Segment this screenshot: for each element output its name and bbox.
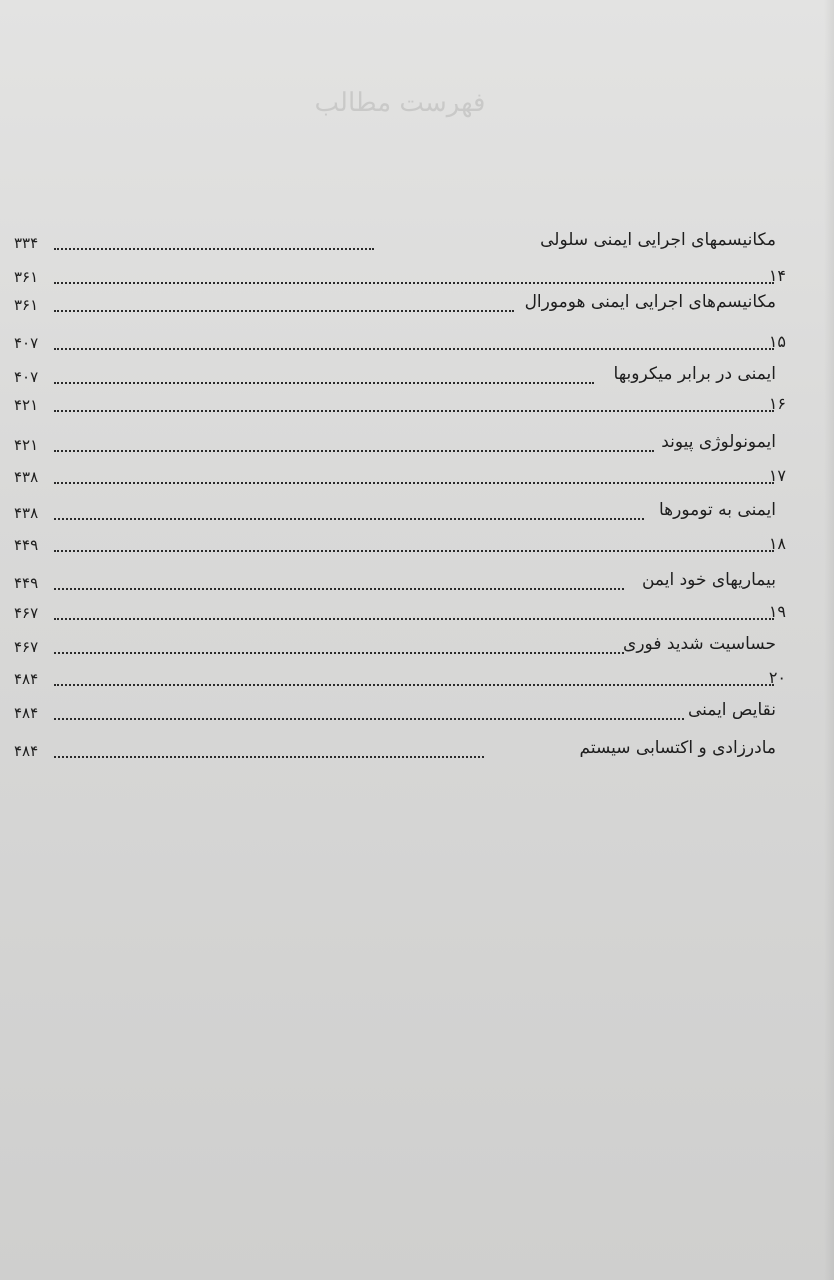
chapter-number: ۱۵: [768, 332, 786, 351]
dot-leader: [54, 310, 514, 312]
bleed-through-heading: فهرست مطالب: [314, 88, 486, 118]
entry-title: ایمونولوژی پیوند: [661, 432, 776, 452]
entry-title: بیماریهای خود ایمن: [641, 570, 776, 590]
dot-leader: [54, 718, 684, 720]
toc-entry-title: [14, 570, 814, 598]
toc-entry-title: [14, 634, 814, 662]
toc-entry-chapter: [14, 464, 814, 492]
entry-title: ایمنی در برابر میکروبها: [613, 364, 776, 384]
dot-leader: [54, 382, 594, 384]
dot-leader: [54, 618, 774, 620]
page-number: ۴۸۴: [14, 704, 39, 722]
chapter-number: ۲۰: [768, 668, 786, 687]
entry-title: نقایص ایمنی: [687, 700, 776, 720]
page-number: ۴۸۴: [14, 742, 39, 760]
toc-entry-chapter: [14, 330, 814, 358]
chapter-number: ۱۷: [768, 466, 786, 485]
toc-entry-title: [14, 292, 814, 320]
toc-entry-chapter: [14, 392, 814, 420]
page-number: ۴۰۷: [14, 334, 39, 352]
toc-entry-title: [14, 500, 814, 528]
page-number: ۳۶۱: [14, 296, 39, 314]
dot-leader: [54, 684, 774, 686]
entry-title: مکانیسم‌های اجرایی ایمنی هومورال: [524, 292, 776, 312]
dot-leader: [54, 248, 374, 250]
toc-entry-chapter: [14, 666, 814, 694]
toc-entry-chapter: [14, 532, 814, 560]
entry-title: مادرزادی و اکتسابی سیستم: [579, 738, 776, 758]
toc-entry-title: [14, 432, 814, 460]
page-number: ۴۶۷: [14, 638, 39, 656]
chapter-number: ۱۹: [768, 602, 786, 621]
dot-leader: [54, 588, 624, 590]
dot-leader: [54, 348, 774, 350]
page-number: ۴۴۹: [14, 536, 39, 554]
page-number: ۳۶۱: [14, 268, 39, 286]
page-number: ۴۴۹: [14, 574, 39, 592]
entry-title: حساسیت شدید فوری: [623, 634, 776, 654]
toc-entry-chapter: [14, 264, 814, 292]
page-edge-shadow: [824, 0, 834, 1280]
dot-leader: [54, 450, 654, 452]
chapter-number: ۱۸: [768, 534, 786, 553]
dot-leader: [54, 282, 774, 284]
dot-leader: [54, 518, 644, 520]
page-number: ۴۲۱: [14, 436, 39, 454]
toc-entry-title: [14, 700, 814, 728]
dot-leader: [54, 482, 774, 484]
page-number: ۴۰۷: [14, 368, 39, 386]
toc-entry-chapter: [14, 600, 814, 628]
dot-leader: [54, 652, 624, 654]
toc-entry-title: [14, 738, 814, 766]
chapter-number: ۱۴: [768, 266, 786, 285]
dot-leader: [54, 550, 774, 552]
entry-title: مکانیسمهای اجرایی ایمنی سلولی: [540, 230, 776, 250]
entry-title: ایمنی به تومورها: [659, 500, 776, 520]
dot-leader: [54, 410, 774, 412]
chapter-number: ۱۶: [768, 394, 786, 413]
page-number: ۴۸۴: [14, 670, 39, 688]
page-number: ۴۳۸: [14, 504, 39, 522]
toc-entry-title: [14, 230, 814, 258]
dot-leader: [54, 756, 484, 758]
page-number: ۴۶۷: [14, 604, 39, 622]
page-number: ۳۳۴: [14, 234, 39, 252]
page-number: ۴۲۱: [14, 396, 39, 414]
toc-entry-title: [14, 364, 814, 392]
page-number: ۴۳۸: [14, 468, 39, 486]
